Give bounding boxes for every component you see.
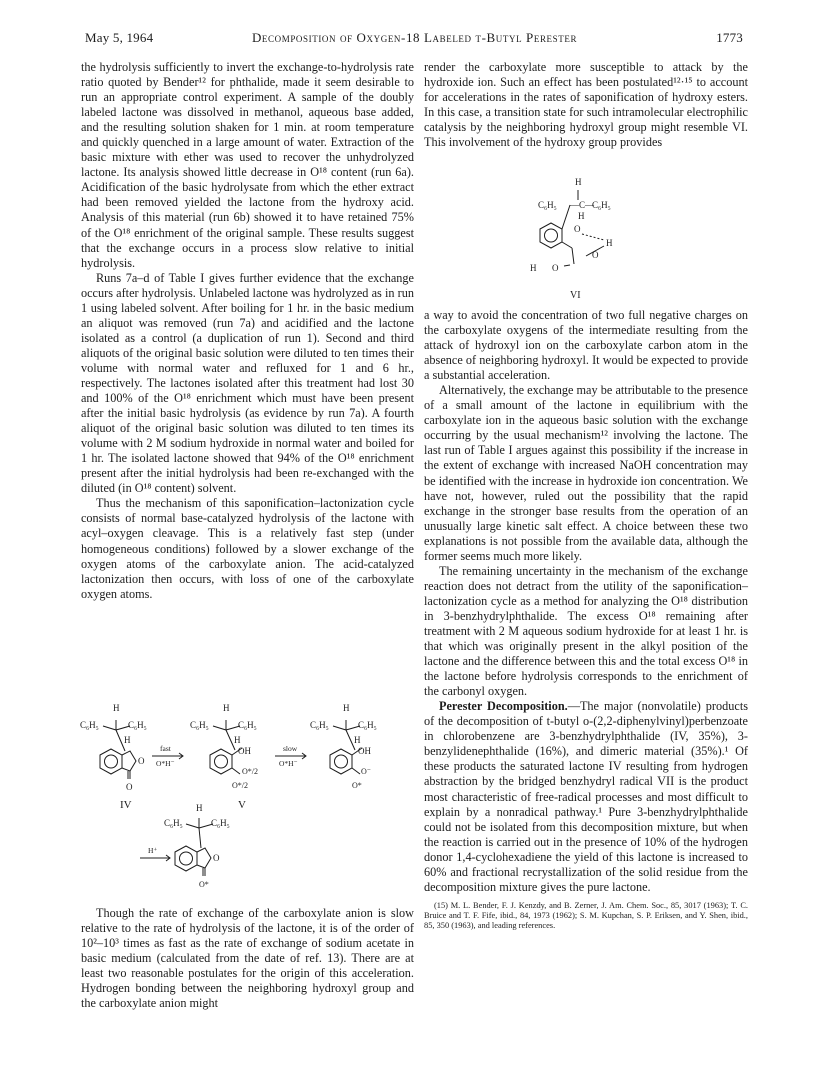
- right-paragraph-5: [424, 699, 748, 895]
- v-ph-left: C₆H₅: [190, 720, 209, 730]
- page-date: May 5, 1964: [85, 30, 154, 45]
- vi-o-hydroxyl: O: [552, 263, 559, 273]
- arrow1-label: fast: [160, 744, 171, 753]
- left-paragraph-4: Though the rate of exchange of the carboxylate anion is slow relative to the rate of hydrolysis of the lactone, it is of the order of 10²–10³ times as fast as the rate of exchange of sodium acetate in basic medium (calculated from the date of ref. 13). There are at least two reasonable postulates for the origin of this acceleration. Hydrogen bonding between the neighboring hydroxyl group and the carboxylate anion might: [81, 906, 414, 1011]
- v-h-bottom: H: [234, 735, 241, 745]
- product-ph-right: C₆H₅: [211, 818, 230, 828]
- v-oh: OH: [238, 746, 251, 756]
- left-paragraph-1: the hydrolysis sufficiently to invert the exchange-to-hydrolysis rate ratio quoted by Bender¹² for phthalide, made it seem desirable to run an appropriate control experiment. A sample of the doubly labeled lactone was dissolved in methanol, aqueous base added, and the resulting solution shaken for 1 min. at room temperature and quickly quenched in a large amount of water. Extraction of the basic mixture with ether was used to recover the unhydrolyzed lactone. Its analysis showed little decrease in O¹⁸ content (run 6a). Acidification of the basic hydrolysate from which the ether extract had been removed yielded the lactone from the hydroxy acid. Analysis of this material (run 6b) showed it to have retained 75% of the O¹⁸ enrichment of the original sample. These results suggest that the exchange occurs in a process slow relative to initial hydrolysis.: [81, 60, 414, 270]
- product-benzene-ring: [175, 846, 197, 871]
- anion-benzene-ring: [330, 749, 352, 774]
- v-h-top: H: [223, 703, 230, 713]
- right-column-main: [424, 308, 748, 931]
- product-ph-left: C₆H₅: [164, 818, 183, 828]
- v-o-partial-1: O*/2: [242, 767, 258, 776]
- vi-ph-right: C₆H₅: [592, 200, 611, 210]
- anion-ph-left: C₆H₅: [310, 720, 329, 730]
- left-column-bottom: [81, 906, 414, 1011]
- product-carbonyl-o: O*: [199, 880, 209, 889]
- page-number: 1773: [716, 30, 743, 45]
- arrow3-reagent: H⁺: [148, 846, 158, 855]
- right-paragraph-2: a way to avoid the concentration of two full negative charges on the carboxylate oxygens of the intermediate resulting from the attack of hydroxyl ion on the carboxylate carbon atom in the absence of neighboring hydroxyl. It would be expected to provide a substantial acceleration.: [424, 308, 748, 383]
- section-heading: Perester Decomposition.: [439, 699, 568, 714]
- iv-carbonyl-o: O: [126, 782, 133, 792]
- vi-ph-left: C₆H₅: [538, 200, 557, 210]
- vi-o-upper: O: [574, 224, 581, 234]
- label-vi: VI: [570, 290, 581, 301]
- label-iv: IV: [120, 799, 132, 811]
- iv-h-top: H: [113, 703, 120, 713]
- product-ring-o: O: [213, 853, 220, 863]
- anion-h-bottom: H: [354, 735, 361, 745]
- vi-h-top: H: [575, 177, 582, 187]
- v-o-partial-2: O*/2: [232, 781, 248, 790]
- vi-h-mid: H: [578, 211, 585, 221]
- v-ph-right: C₆H₅: [238, 720, 257, 730]
- right-column-top: [424, 60, 748, 150]
- arrow1-reagent: O*H⁻: [156, 759, 175, 768]
- vi-h-bridge: H: [606, 238, 613, 248]
- anion-h-top: H: [343, 703, 350, 713]
- anion-o-neg: O⁻: [361, 767, 371, 776]
- arrow2-label: slow: [283, 744, 298, 753]
- reaction-scheme: [80, 698, 420, 898]
- anion-oh: OH: [358, 746, 371, 756]
- right-paragraph-4: The remaining uncertainty in the mechanism of the exchange reaction does not detract from the utility of the saponification–lactonization cycle as a method for analyzing the O¹⁸ distribution in 3-benzhydrylphthalide. The excess O¹⁸ remaining after treatment with 2 M aqueous sodium hydroxide for at least 1 hr. is that which was originally present in the alkyl position of the lactone and the difference between this and the total excess O¹⁸ in the lactone before hydrolysis corresponds to the enrichment of the carbonyl oxygen.: [424, 563, 748, 699]
- svg-text:—C—: —C—: [570, 200, 595, 210]
- iv-ph-left: C₆H₅: [80, 720, 99, 730]
- product-h-top: H: [196, 803, 203, 813]
- left-paragraph-3: Thus the mechanism of this saponification–lactonization cycle consists of normal base-catalyzed hydrolysis of the lactone with acyl–oxygen cleavage. This is a relatively fast step (under homogeneous conditions) followed by a slower exchange of the oxygen atoms of the carboxylate anion. The acid-catalyzed lactonization then occurs, with loss of one of the carboxylate oxygen atoms.: [81, 496, 414, 601]
- perester-text: —The major (nonvolatile) products of the decomposition of t-butyl o-(2,2-diphenylvinyl)perbenzoate in chlorobenzene are 3-benzhydrylphthalide (IV, 35%), 3-benzylidenephthalide (16%), and dimeric material (35%).¹ Of these products the saturated lactone IV resulting from hydrogen abstraction by the bridged benzhydryl radical VII is the product most characteristic of free-radical processes and most difficult to explain by a nonradical pathway.¹ Pure 3-benzhydrylphthalide could not be isolated from this decomposition mixture, but when the reaction is carried out in the presence of 10% of the hydrogen donor 1,4-cyclohexadiene the yield of this lactone is increased to 60% and fractional recrystallization of the solid residue from the decomposition mixture gives the pure lactone.: [424, 699, 748, 894]
- iv-ph-right: C₆H₅: [128, 720, 147, 730]
- running-title: Decomposition of Oxygen-18 Labeled t-Butyl Perester: [251, 30, 578, 45]
- right-paragraph-1: render the carboxylate more susceptible to attack by the hydroxide ion. Such an effect has been postulated¹²·¹⁵ to account for accelerations in the rates of saponification of hydroxy esters. In this case, a transition state for such intramolecular electrophilic catalysis by the neighboring hydroxyl group might resemble VI. This involvement of the hydroxy group provides: [424, 60, 748, 150]
- iv-h-bottom: H: [124, 735, 131, 745]
- anion-ph-right: C₆H₅: [358, 720, 377, 730]
- left-column-top: [81, 60, 414, 602]
- iv-ring-o: O: [138, 756, 145, 766]
- arrow2-reagent: O*H⁻: [279, 759, 298, 768]
- right-paragraph-3: Alternatively, the exchange may be attributable to the presence of a small amount of the lactone in equilibrium with the carboxylate ion in the aqueous basic solution with the exchange occurring by the usual mechanism¹² involving the lactone. The last run of Table I argues against this possibility if the increase in the extent of exchange with increased NaOH concentration may be identified with the increase in hydroxide ion concentration. We have not, however, ruled out the possibility that the rapid exchange in the stronger base results from the operation of an unusually large kinetic salt effect. A choice between these two explanations is not possible from the available data, although the former seems much more likely.: [424, 383, 748, 563]
- left-paragraph-2: Runs 7a–d of Table I gives further evidence that the exchange occurs after hydrolysis. Unlabeled lactone was hydrolyzed as in run 1 using labeled solvent. After boiling for 1 hr. in the basic medium an aliquot was removed (run 7a) and acidified and the lactone isolated as a control (a duplication of run 1). Second and third aliquots of the original basic solution were diluted to ten times their volume with normal water and refluxed for 1 and 6 hr., respectively. The lactones isolated after this treatment had lost 30 and 100% of the O¹⁸ enrichment which must have been present after the initial basic hydrolysis (as evidence by run 7a). A fourth aliquot of the original basic solution was diluted to ten times its volume with 2 M sodium hydroxide in normal water and boiled for 1 hr. The isolated lactone showed that 94% of the O¹⁸ enrichment present after the initial hydrolysis had been re-exchanged with the diluted (in O¹⁸ content) solvent.: [81, 270, 414, 496]
- iv-aromatic-circle: [105, 755, 118, 768]
- iv-benzene-ring: [100, 749, 122, 774]
- label-v: V: [238, 799, 246, 811]
- structure-vi: [530, 172, 690, 307]
- vi-h-left: H: [530, 263, 537, 273]
- iv-lactone-ring: [122, 751, 136, 771]
- footnote-15: (15) M. L. Bender, F. J. Kenzdy, and B. Zerner, J. Am. Chem. Soc., 85, 3017 (1963); T. C. Bruice and T. F. Fife, ibid., 84, 1973 (1962); S. M. Kupchan, S. P. Eriksen, and Y. Shen, ibid., 85, 350 (1963), and leading references.: [424, 900, 748, 930]
- anion-o-star: O*: [352, 781, 362, 790]
- vi-o-lower: O: [592, 250, 599, 260]
- v-benzene-ring: [210, 749, 232, 774]
